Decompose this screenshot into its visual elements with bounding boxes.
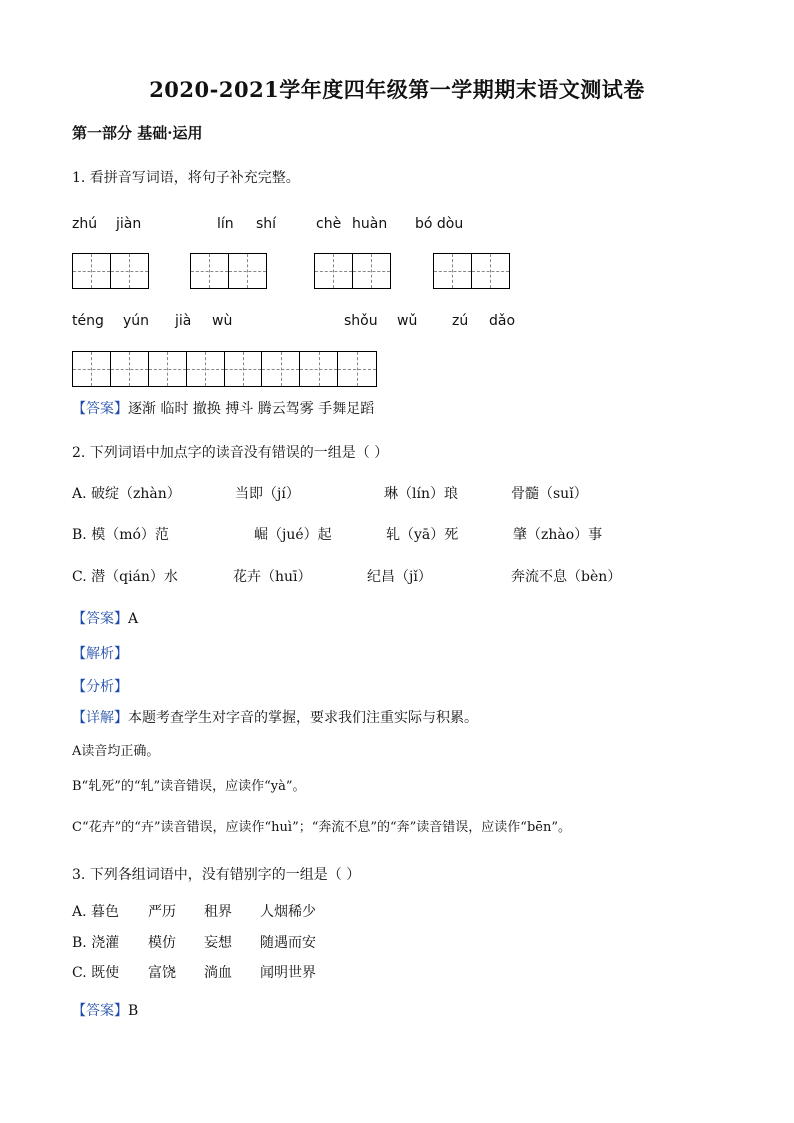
breakdown-tag: 【分析】 (72, 679, 128, 695)
pinyin: jiàn (116, 216, 142, 232)
pinyin: yún (123, 313, 150, 329)
pinyin: shǒu (344, 313, 378, 329)
q2-answer (72, 608, 138, 628)
option-c-item: 花卉（huī） (233, 569, 312, 585)
answer-tag: 【答案】 (72, 611, 128, 627)
option-c-item: 淌血 (204, 965, 232, 981)
detail-text: 本题考查学生对字音的掌握，要求我们注重实际与积累。 (128, 710, 478, 726)
q3-prompt: 3. 下列各组词语中，没有错别字的一组是（ ） (72, 867, 361, 883)
pinyin: shí (256, 216, 277, 232)
writing-grid[interactable] (72, 253, 149, 289)
q3-answer (72, 1000, 138, 1020)
option-b-item: B. 浇灌 (72, 935, 120, 951)
option-a-item: 骨髓（suǐ） (511, 486, 588, 502)
writing-grid[interactable] (314, 253, 391, 289)
option-b-item: 妄想 (204, 935, 232, 951)
q1-answer (72, 398, 374, 418)
writing-grid[interactable] (433, 253, 510, 289)
detail-line (72, 707, 478, 727)
option-c-item: C. 既使 (72, 965, 120, 981)
option-b-item: B. 模（mó）范 (72, 527, 169, 543)
note-a: A读音均正确。 (72, 744, 160, 759)
option-a-item: 当即（jí） (235, 486, 300, 502)
option-b-item: 随遇而安 (260, 935, 316, 951)
q2-prompt: 2. 下列词语中加点字的读音没有错误的一组是（ ） (72, 445, 389, 461)
option-b-item: 模仿 (148, 935, 176, 951)
option-c-item: C. 潜（qián）水 (72, 569, 178, 585)
writing-grid[interactable] (190, 253, 267, 289)
option-c-item: 富饶 (148, 965, 176, 981)
option-b-item: 崛（jué）起 (254, 527, 332, 543)
pinyin: wǔ (397, 313, 418, 329)
note-b: B“轧死”的“轧”读音错误，应读作“yà”。 (72, 779, 306, 794)
answer-text: 逐渐 临时 撤换 搏斗 腾云驾雾 手舞足蹈 (128, 401, 375, 417)
option-a-item: 租界 (204, 904, 232, 920)
option-c-item: 纪昌（jǐ） (367, 569, 432, 585)
detail-tag: 【详解】 (72, 710, 128, 726)
option-b-item: 肇（zhào）事 (513, 527, 603, 543)
pinyin: wù (212, 313, 233, 329)
option-a-item: 人烟稀少 (260, 904, 316, 920)
option-b-item: 轧（yā）死 (386, 527, 459, 543)
pinyin: chè (316, 216, 342, 232)
answer-tag: 【答案】 (72, 1003, 128, 1019)
option-a-item: A. 破绽（zhàn） (72, 486, 181, 502)
pinyin: dǎo (489, 313, 516, 329)
option-a-item: 琳（lín）琅 (384, 486, 458, 502)
section-heading: 第一部分 基础·运用 (72, 124, 203, 142)
writing-grid[interactable] (72, 351, 377, 387)
pinyin: huàn (352, 216, 388, 232)
page-title: 2020-2021学年度四年级第一学期期末语文测试卷 (149, 77, 645, 102)
option-c-item: 闻明世界 (260, 965, 316, 981)
analysis-tag: 【解析】 (72, 646, 128, 662)
option-a-item: 严历 (148, 904, 176, 920)
option-c-item: 奔流不息（bèn） (511, 569, 622, 585)
pinyin: bó dòu (415, 216, 464, 232)
pinyin: jià (175, 313, 192, 329)
pinyin: zhú (72, 216, 98, 232)
pinyin: lín (217, 216, 234, 232)
q1-prompt: 1. 看拼音写词语，将句子补充完整。 (72, 170, 300, 186)
answer-text: B (128, 1003, 139, 1019)
pinyin: zú (452, 313, 469, 329)
option-a-item: A. 暮色 (72, 904, 120, 920)
pinyin: téng (72, 313, 104, 329)
note-c: C“花卉”的“卉”读音错误，应读作“huì”；“奔流不息”的“奔”读音错误，应读作“bēn”。 (72, 820, 571, 835)
answer-tag: 【答案】 (72, 401, 128, 417)
answer-text: A (128, 611, 139, 627)
